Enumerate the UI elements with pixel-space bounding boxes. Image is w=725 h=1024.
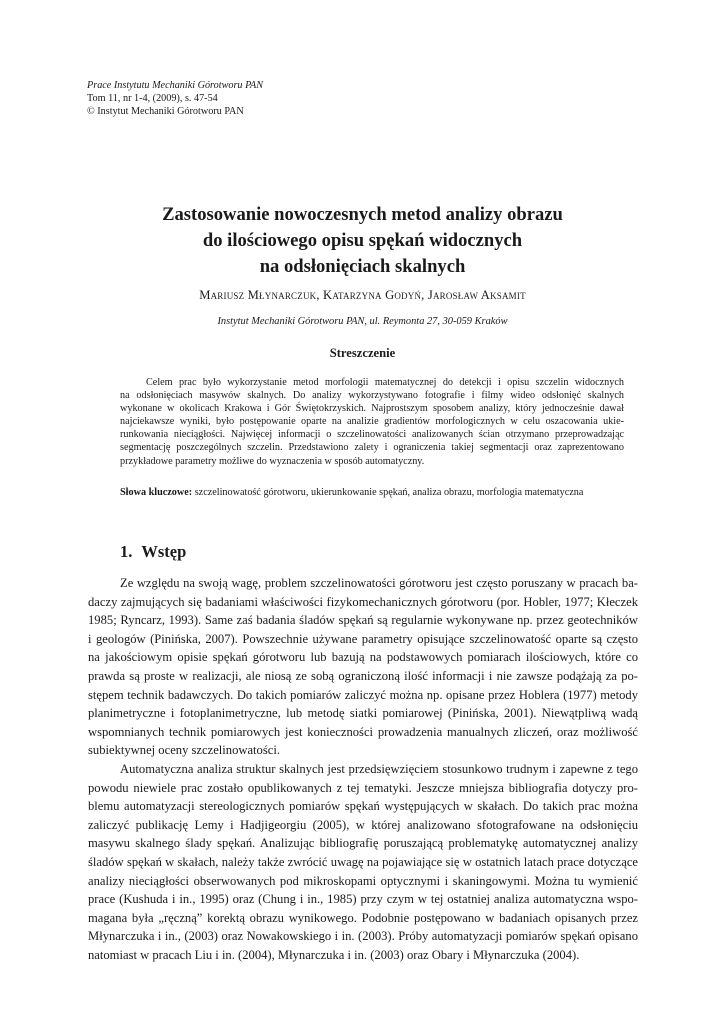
keywords-label: Słowa kluczowe: bbox=[120, 487, 193, 498]
section-title: Wstęp bbox=[141, 542, 187, 561]
abstract-line: najciekawsze wyniki, było postępowanie oparte na analizie gradientów morfologicznych w celu oszacowania ukie- bbox=[120, 416, 624, 428]
body-line: analizy nieciągłości obserwowanych pod mikroskopami optycznymi i skaningowymi. Można tu wymienić bbox=[88, 873, 638, 888]
abstract-line: Celem prac było wykorzystanie metod morfologii matematycznej do detekcji i opisu szczelin widocznych bbox=[146, 377, 624, 388]
keywords-text: szczelinowatość górotworu, ukierunkowanie spękań, analiza obrazu, morfologia matematyczna bbox=[194, 487, 584, 498]
body-line: zaliczyć publikację Lemy i Hadjigeorgiu (2005), w której analizowano sfotografowane na odsłonięciu bbox=[88, 817, 638, 832]
keywords bbox=[120, 486, 630, 499]
section-heading bbox=[120, 542, 186, 562]
copyright-notice: © Instytut Mechaniki Górotworu PAN bbox=[87, 106, 244, 117]
body-line: Automatyczna analiza struktur skalnych jest przedsięwzięciem stosunkowo trudnym i zapewne z tego bbox=[120, 761, 638, 776]
paper-title bbox=[90, 202, 635, 280]
section-number: 1. bbox=[120, 542, 133, 561]
body-line: blemu automatyzacji stereologicznych pomiarów spękań występujących w skałach. Do takich prac można bbox=[88, 799, 638, 814]
journal-title: Prace Instytutu Mechaniki Górotworu PAN bbox=[87, 80, 263, 91]
body-line: Ze względu na swoją wagę, problem szczelinowatości górotworu jest często poruszany w pracach ba- bbox=[120, 576, 638, 590]
body-line: powodu niewiele prac zostało opublikowanych z tej tematyki. Jeszcze mniejsza bibliografia dotyczy pro- bbox=[88, 780, 638, 795]
body-line: prace (Kushuda i in., 1995) oraz (Chung i in., 1985) przy czym w tej ostatniej analiza automatyczna wspo- bbox=[88, 892, 638, 907]
body-line: Młynarczuka i in., (2003) oraz Nowakowskiego i in. (2003). Próby automatyzacji pomiarów spękań opisano bbox=[88, 929, 638, 944]
body-line: stępem technik badawczych. Do takich pomiarów zaliczyć można np. opisane przez Hoblera (1977) metody bbox=[88, 687, 638, 702]
abstract-line: na odsłonięciach masywów skalnych. Do analizy wykorzystywano fotografie i filmy wideo odsłonięć skalnych bbox=[120, 390, 624, 402]
abstract-line: wykonane w okolicach Krakowa i Gór Świętokrzyskich. Najprostszym sposobem analizy, który jednocześnie dawał bbox=[120, 403, 624, 415]
journal-header bbox=[87, 79, 263, 118]
body-line: 1985; Ryncarz, 1993). Same zaś badania śladów spękań są regularnie wykonywane np. przez geotechników bbox=[88, 613, 638, 628]
body-line: wspomnianych technik pomiarowych jest konieczności prowadzenia manualnych zliczeń, oraz możliwość bbox=[88, 724, 638, 739]
title-line: na odsłonięciach skalnych bbox=[259, 256, 466, 277]
body-line: planimetryczne i fotoplanimetryczne, lub metodę siatki pomiarowej (Pinińska, 2001). Niewątpliwą wadą bbox=[88, 706, 638, 721]
abstract-heading: Streszczenie bbox=[329, 346, 396, 360]
abstract-line: runkowania nieciągłości. Najwięcej informacji o szczelinowatości analizowanych ścian otrzymano przeprowadzając bbox=[120, 429, 624, 441]
body-line: na jakościowym opisie spękań górotworu lub bazują na podstawowych pomiarach ilościowych, które co bbox=[88, 650, 638, 665]
body-line: subiektywnej oceny szczelinowatości. bbox=[88, 743, 280, 758]
affiliation: Instytut Mechaniki Górotworu PAN, ul. Reymonta 27, 30-059 Kraków bbox=[217, 316, 508, 327]
body-text bbox=[88, 574, 638, 964]
body-line: i geologów (Pinińska, 2007). Powszechnie używane parametry opisujące szczelinowatość oparte są często bbox=[88, 631, 638, 646]
body-line: prawda są proste w realizacji, ale niosą ze sobą ograniczoną ilość informacji i nie zawsze podążają za po- bbox=[88, 668, 638, 683]
volume-info: Tom 11, nr 1-4, (2009), s. 47-54 bbox=[87, 93, 218, 104]
title-line: Zastosowanie nowoczesnych metod analizy obrazu bbox=[162, 204, 563, 225]
body-line: śladów spękań w skałach, należy także zwrócić uwagę na pojawiające się w ostatnich latach prace dotyczące bbox=[88, 854, 638, 869]
body-line: masywu skalnego ślady spękań. Analizując bibliografię poruszającą problematykę automatycznej analizy bbox=[88, 836, 638, 851]
body-line: natomiast w pracach Liu i in. (2004), Młynarczuka i in. (2003) oraz Obary i Młynarczuka (2004). bbox=[88, 947, 580, 962]
author-list: Mariusz Młynarczuk, Katarzyna Godyń, Jarosław Aksamit bbox=[199, 288, 526, 302]
title-line: do ilościowego opisu spękań widocznych bbox=[202, 230, 523, 251]
body-line: daczy zajmujących się badaniami właściwości fizykomechanicznych górotworu (por. Hobler, 1977; Kłeczek bbox=[88, 594, 638, 609]
abstract-line: segmentację poszczególnych szczelin. Przedstawiono zalety i ograniczenia takiej segmentacji oraz zaprezentowano bbox=[120, 442, 624, 454]
body-line: magana była „ręczną” korektą obrazu wynikowego. Podobnie postępowano w badaniach opisanych przez bbox=[88, 910, 638, 925]
abstract-line: przykładowe parametry możliwe do wyznaczenia w sposób automatyczny. bbox=[120, 455, 425, 467]
abstract-text bbox=[120, 376, 624, 468]
